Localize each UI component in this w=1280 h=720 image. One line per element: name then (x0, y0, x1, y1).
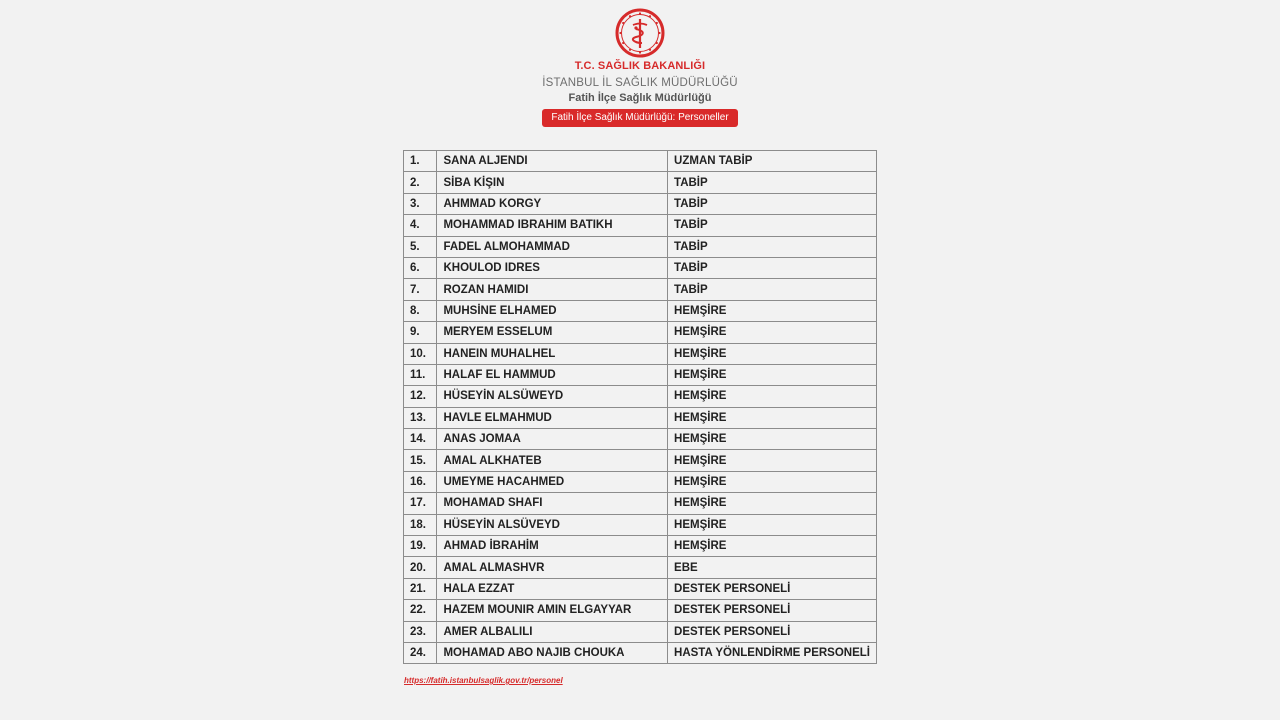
staff-table-body (404, 151, 877, 664)
section-banner: Fatih İlçe Sağlık Müdürlüğü: Personeller (542, 109, 737, 127)
staff-name: FADEL ALMOHAMMAD (437, 236, 668, 257)
table-row (404, 407, 877, 428)
row-number: 18. (404, 514, 437, 535)
staff-name: AMER ALBALILI (437, 621, 668, 642)
staff-name: HAZEM MOUNIR AMIN ELGAYYAR (437, 600, 668, 621)
table-row (404, 471, 877, 492)
province-directorate: İSTANBUL İL SAĞLIK MÜDÜRLÜĞÜ (542, 77, 738, 89)
row-number: 14. (404, 429, 437, 450)
staff-name: UMEYME HACAHMED (437, 471, 668, 492)
staff-name: HANEIN MUHALHEL (437, 343, 668, 364)
row-number: 24. (404, 642, 437, 663)
staff-name: KHOULOD IDRES (437, 257, 668, 278)
staff-title: HEMŞİRE (668, 450, 877, 471)
staff-name: HAVLE ELMAHMUD (437, 407, 668, 428)
staff-name: ANAS JOMAA (437, 429, 668, 450)
staff-title: HEMŞİRE (668, 429, 877, 450)
table-row (404, 536, 877, 557)
staff-title: TABİP (668, 257, 877, 278)
staff-name: HÜSEYİN ALSÜWEYD (437, 386, 668, 407)
staff-title: UZMAN TABİP (668, 151, 877, 172)
staff-name: HALAF EL HAMMUD (437, 364, 668, 385)
row-number: 13. (404, 407, 437, 428)
staff-title: HEMŞİRE (668, 493, 877, 514)
table-row (404, 642, 877, 663)
row-number: 6. (404, 257, 437, 278)
row-number: 22. (404, 600, 437, 621)
table-row (404, 578, 877, 599)
staff-title: DESTEK PERSONELİ (668, 621, 877, 642)
table-row (404, 493, 877, 514)
staff-name: HÜSEYİN ALSÜVEYD (437, 514, 668, 535)
row-number: 23. (404, 621, 437, 642)
row-number: 17. (404, 493, 437, 514)
row-number: 5. (404, 236, 437, 257)
table-row (404, 600, 877, 621)
row-number: 12. (404, 386, 437, 407)
row-number: 7. (404, 279, 437, 300)
row-number: 9. (404, 322, 437, 343)
staff-name: SANA ALJENDI (437, 151, 668, 172)
staff-title: HEMŞİRE (668, 386, 877, 407)
table-row (404, 172, 877, 193)
table-row (404, 343, 877, 364)
staff-title: TABİP (668, 193, 877, 214)
table-row (404, 429, 877, 450)
staff-name: ROZAN HAMIDI (437, 279, 668, 300)
staff-title: HEMŞİRE (668, 471, 877, 492)
ministry-name: T.C. SAĞLIK BAKANLIĞI (574, 60, 706, 72)
staff-name: MUHSİNE ELHAMED (437, 300, 668, 321)
table-row (404, 193, 877, 214)
table-row (404, 257, 877, 278)
staff-title: TABİP (668, 236, 877, 257)
staff-name: AMAL ALKHATEB (437, 450, 668, 471)
staff-title: HEMŞİRE (668, 407, 877, 428)
source-link[interactable]: https://fatih.istanbulsaglik.gov.tr/personel (404, 676, 563, 685)
staff-name: AMAL ALMASHVR (437, 557, 668, 578)
row-number: 10. (404, 343, 437, 364)
staff-title: TABİP (668, 279, 877, 300)
staff-name: HALA EZZAT (437, 578, 668, 599)
table-row (404, 300, 877, 321)
row-number: 20. (404, 557, 437, 578)
district-directorate: Fatih İlçe Sağlık Müdürlüğü (568, 92, 712, 104)
staff-name: MERYEM ESSELUM (437, 322, 668, 343)
staff-title: DESTEK PERSONELİ (668, 578, 877, 599)
row-number: 11. (404, 364, 437, 385)
table-row (404, 557, 877, 578)
table-row (404, 514, 877, 535)
staff-name: AHMAD İBRAHİM (437, 536, 668, 557)
staff-title: HEMŞİRE (668, 514, 877, 535)
table-row (404, 450, 877, 471)
row-number: 19. (404, 536, 437, 557)
staff-title: EBE (668, 557, 877, 578)
staff-title: HEMŞİRE (668, 343, 877, 364)
ministry-of-health-emblem-icon (615, 8, 665, 58)
table-row (404, 386, 877, 407)
table-row (404, 236, 877, 257)
staff-title: TABİP (668, 215, 877, 236)
staff-table (403, 150, 877, 664)
staff-title: HEMŞİRE (668, 322, 877, 343)
table-row (404, 364, 877, 385)
staff-title: HEMŞİRE (668, 364, 877, 385)
table-row (404, 151, 877, 172)
table-row (404, 621, 877, 642)
staff-title: TABİP (668, 172, 877, 193)
staff-title: DESTEK PERSONELİ (668, 600, 877, 621)
row-number: 21. (404, 578, 437, 599)
row-number: 4. (404, 215, 437, 236)
staff-name: MOHAMAD ABO NAJIB CHOUKA (437, 642, 668, 663)
row-number: 15. (404, 450, 437, 471)
staff-title: HEMŞİRE (668, 300, 877, 321)
table-row (404, 279, 877, 300)
staff-name: MOHAMMAD IBRAHIM BATIKH (437, 215, 668, 236)
document-header (0, 8, 1280, 127)
staff-title: HASTA YÖNLENDİRME PERSONELİ (668, 642, 877, 663)
staff-name: AHMMAD KORGY (437, 193, 668, 214)
staff-name: MOHAMAD SHAFI (437, 493, 668, 514)
row-number: 16. (404, 471, 437, 492)
row-number: 1. (404, 151, 437, 172)
row-number: 2. (404, 172, 437, 193)
table-row (404, 322, 877, 343)
staff-title: HEMŞİRE (668, 536, 877, 557)
table-row (404, 215, 877, 236)
staff-name: SİBA KİŞIN (437, 172, 668, 193)
row-number: 8. (404, 300, 437, 321)
row-number: 3. (404, 193, 437, 214)
